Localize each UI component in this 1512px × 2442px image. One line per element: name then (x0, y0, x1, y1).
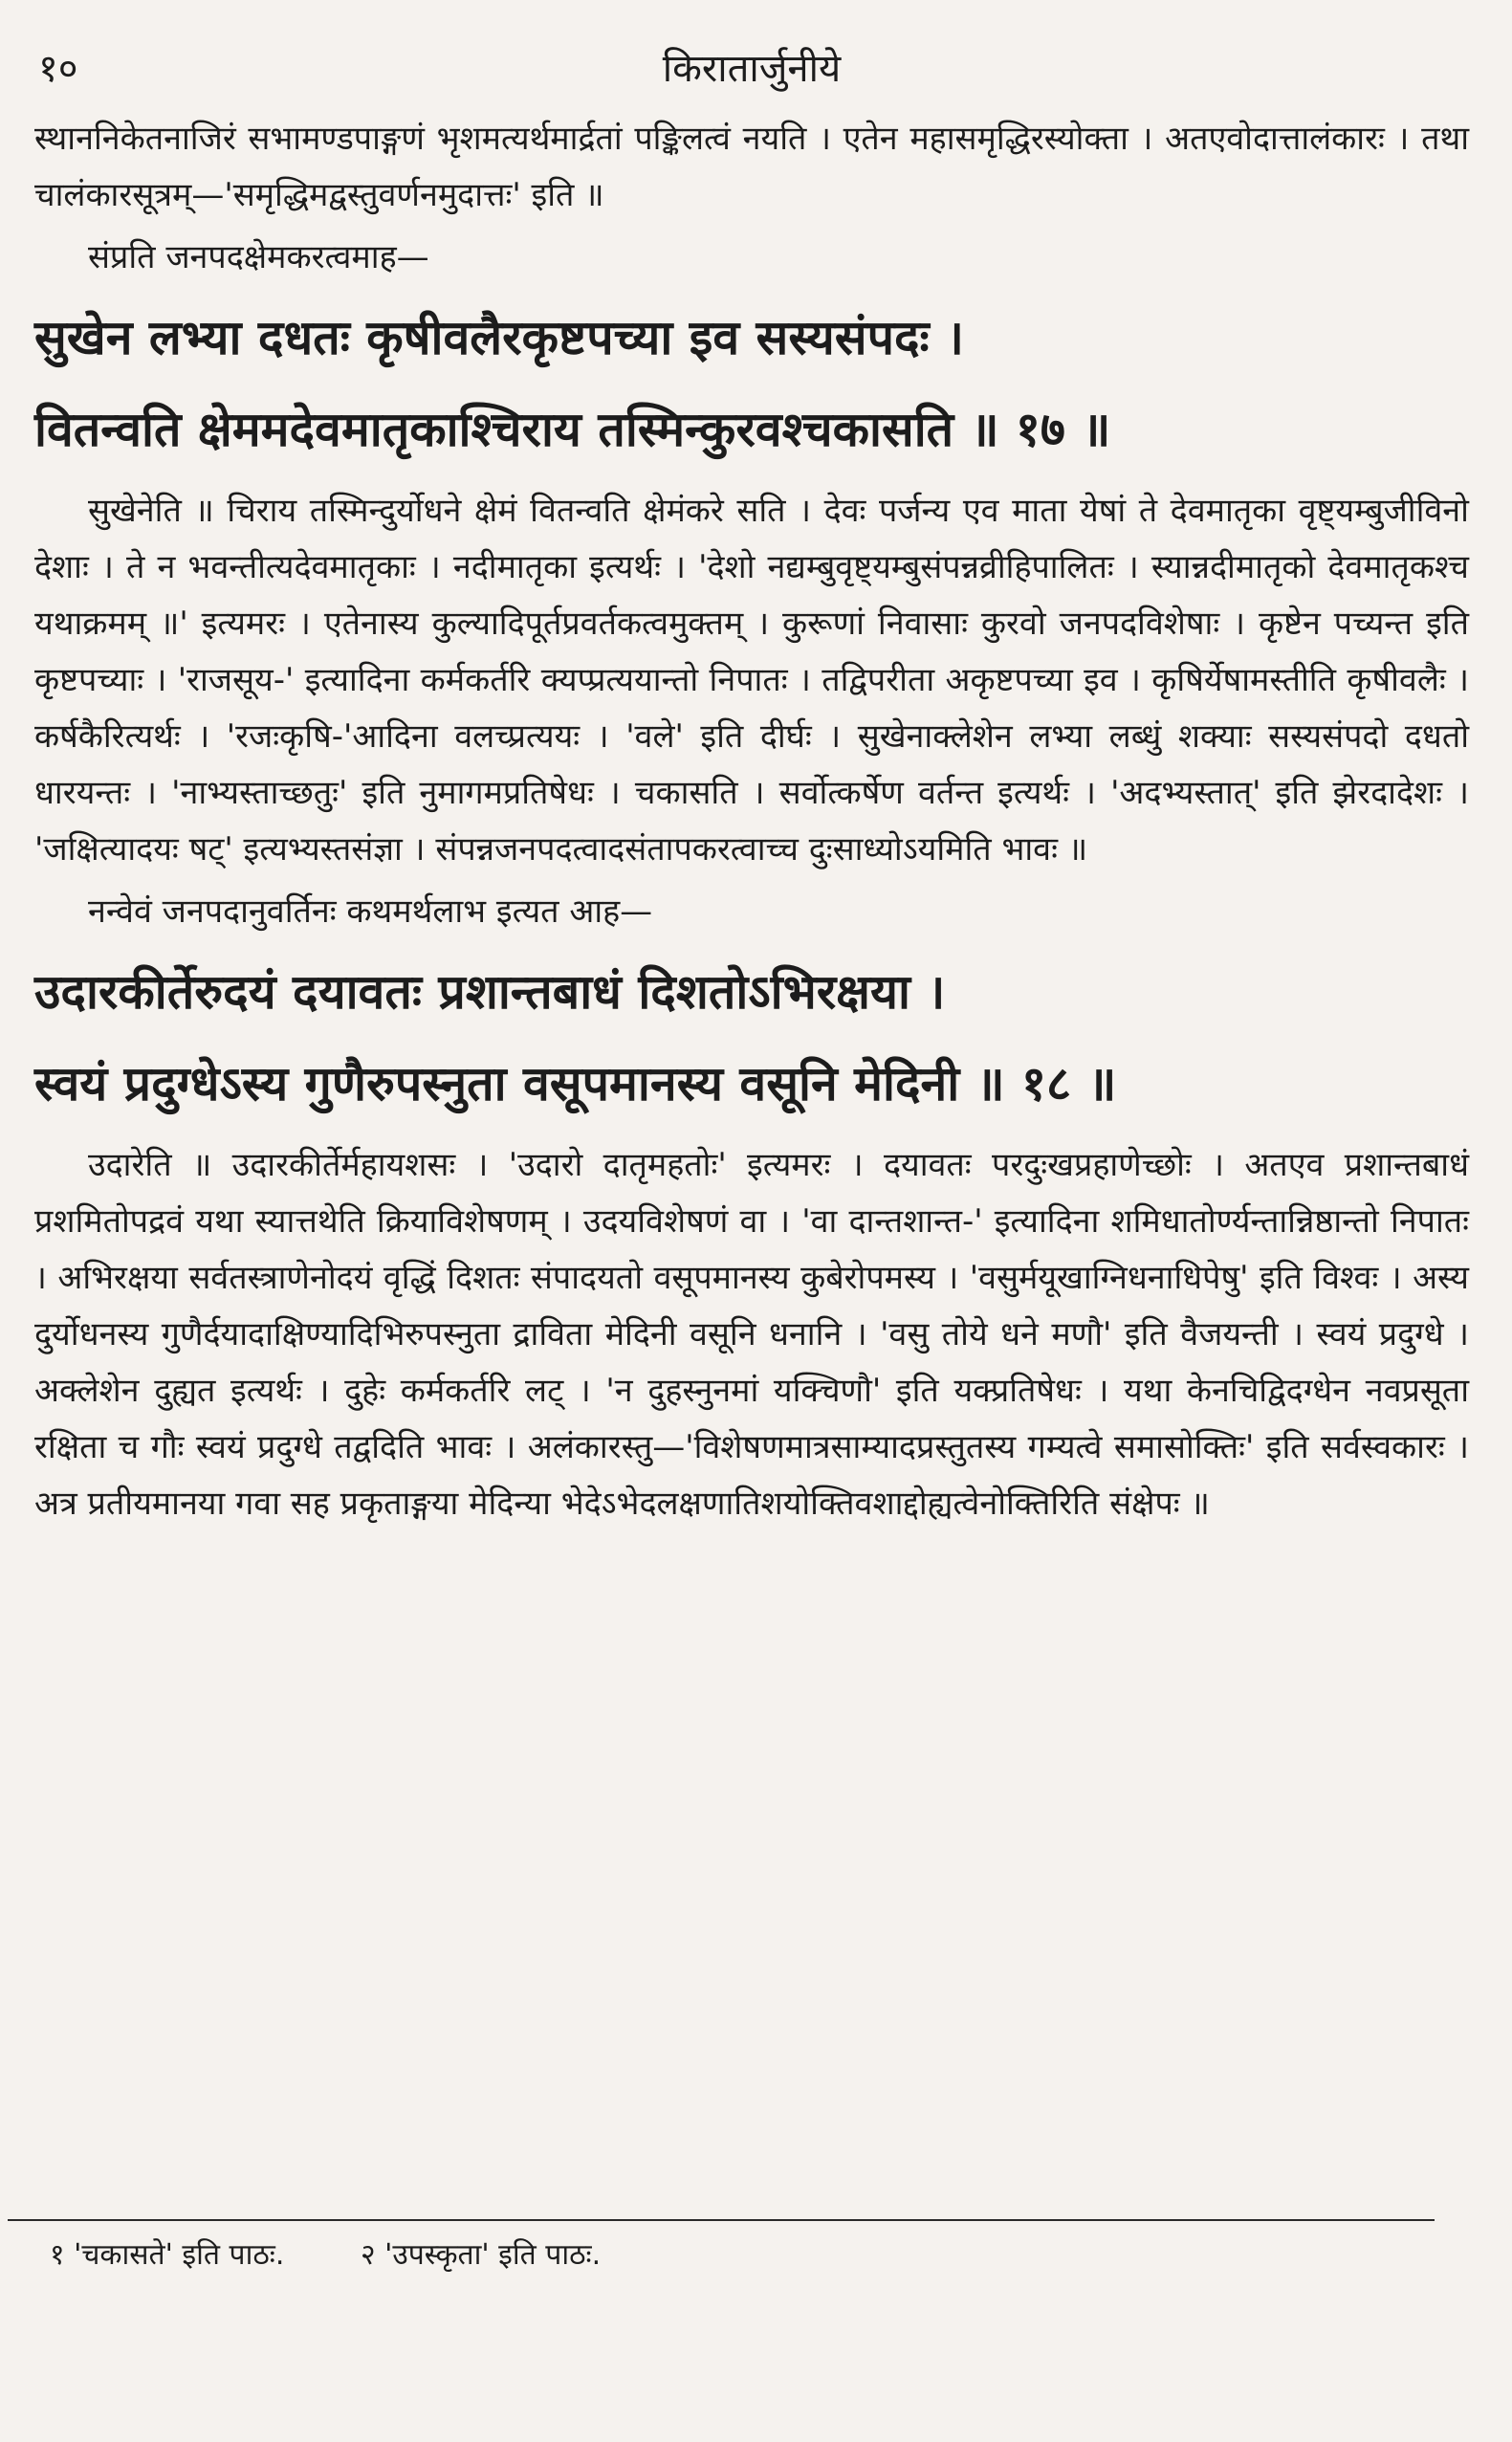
verse-18-introduction: नन्वेवं जनपदानुवर्तिनः कथमर्थलाभ इत्यत आह— (88, 892, 653, 931)
commentary-17: सुखेनेति ॥ चिराय तस्मिन्दुर्योधने क्षेमं वितन्वति क्षेमंकरे सति । देवः पर्जन्य एव माता येषां ते देवमातृका वृष्ट्यम्बुजीविनो देशाः । ते न भवन्तीत्यदेवमातृकाः । नदीमातृका इत्यर्थः । 'देशो नद्यम्बुवृष्ट्यम्बुसंपन्नव्रीहिपालितः । स्यान्नदीमातृको देवमातृकश्च यथाक्रमम् ॥' इत्यमरः । एतेनास्य कुल्यादिपूर्तप्रवर्तकत्वमुक्तम् । कुरूणां निवासाः कुरवो जनपदविशेषाः । कृष्टेन पच्यन्त इति कृष्टपच्याः । 'राजसूय-' इत्यादिना कर्मकर्तरि क्यप्प्रत्ययान्तो निपातः । तद्विपरीता अकृष्टपच्या इव । कृषिर्येषामस्तीति कृषीवलैः । कर्षकैरित्यर्थः । 'रजःकृषि-'आदिना वलच्प्रत्ययः । 'वले' इति दीर्घः । सुखेनाक्लेशेन लभ्या लब्धुं शक्याः सस्यसंपदो दधतो धारयन्तः । 'नाभ्यस्ताच्छतुः' इति नुमागमप्रतिषेधः । चकासति । सर्वोत्कर्षेण वर्तन्त इत्यर्थः । 'अदभ्यस्तात्' इति झेरदादेशः । 'जक्षित्यादयः षट्' इत्यभ्यस्तसंज्ञा । संपन्नजनपदत्वादसंतापकरत्वाच्च दुःसाध्योऽयमिति भावः ॥ (34, 492, 1469, 869)
page-header (34, 34, 1469, 111)
verse-18-line-2: स्वयं प्रदुग्धेऽस्य गुणैरुपस्नुता वसूपमानस्य वसूनि मेदिनी ॥ १८ ॥ (34, 1056, 1117, 1111)
footnote-1: १ 'चकासते' इति पाठः. (50, 2238, 285, 2272)
footnote-divider (8, 2219, 1435, 2221)
page-number: १० (38, 47, 78, 91)
verse-17-introduction: संप्रति जनपदक्षेमकरत्वमाह— (88, 238, 429, 276)
footnote-2: २ 'उपस्कृता' इति पाठः. (360, 2238, 602, 2272)
paragraph-continued: स्थाननिकेतनाजिरं सभामण्डपाङ्गणं भृशमत्यर्थमार्द्रतां पङ्किलत्वं नयति । एतेन महासमृद्धिरस्योक्ता । अतएवोदात्तालंकारः । तथा चालंकारसूत्रम्—'समृद्धिमद्वस्तुवर्णनमुदात्तः' इति ॥ (34, 120, 1469, 214)
verse-17 (34, 292, 1469, 475)
running-title: किरातार्जुनीये (662, 47, 842, 91)
footnotes (50, 2234, 601, 2277)
verse-18 (34, 946, 1469, 1130)
verse-17-line-2: वितन्वति क्षेममदेवमातृकाश्चिराय तस्मिन्कुरवश्चकासति ॥ १७ ॥ (34, 402, 1111, 457)
book-page (34, 34, 1469, 2407)
commentary-18: उदारेति ॥ उदारकीर्तेर्महायशसः । 'उदारो दातृमहतोः' इत्यमरः । दयावतः परदुःखप्रहाणेच्छोः । अतएव प्रशान्तबाधं प्रशमितोपद्रवं यथा स्यात्तथेति क्रियाविशेषणम् । उदयविशेषणं वा । 'वा दान्तशान्त-' इत्यादिना शमिधातोर्ण्यन्तान्निष्ठान्तो निपातः । अभिरक्षया सर्वतस्त्राणेनोदयं वृद्धिं दिशतः संपादयतो वसूपमानस्य कुबेरोपमस्य । 'वसुर्मयूखाग्निधनाधिपेषु' इति विश्वः । अस्य दुर्योधनस्य गुणैर्दयादाक्षिण्यादिभिरुपस्नुता द्राविता मेदिनी वसूनि धनानि । 'वसु तोये धने मणौ' इति वैजयन्ती । स्वयं प्रदुग्धे । अक्लेशेन दुह्यत इत्यर्थः । दुहेः कर्मकर्तरि लट् । 'न दुहस्नुनमां यक्चिणौ' इति यक्प्रतिषेधः । यथा केनचिद्विदग्धेन नवप्रसूता रक्षिता च गौः स्वयं प्रदुग्धे तद्वदिति भावः । अलंकारस्तु—'विशेषणमात्रसाम्यादप्रस्तुतस्य गम्यत्वे समासोक्तिः' इति सर्वस्वकारः । अत्र प्रतीयमानया गवा सह प्रकृताङ्गया मेदिन्या भेदेऽभेदलक्षणातिशयोक्तिवशाद्दोह्यत्वेनोक्तिरिति संक्षेपः ॥ (34, 1146, 1469, 1523)
verse-17-line-1: सुखेन लभ्या दधतः कृषीवलैरकृष्टपच्या इव सस्यसंपदः । (34, 310, 964, 365)
verse-18-line-1: उदारकीर्तेरुदयं दयावतः प्रशान्तबाधं दिशतोऽभिरक्षया । (34, 964, 946, 1020)
